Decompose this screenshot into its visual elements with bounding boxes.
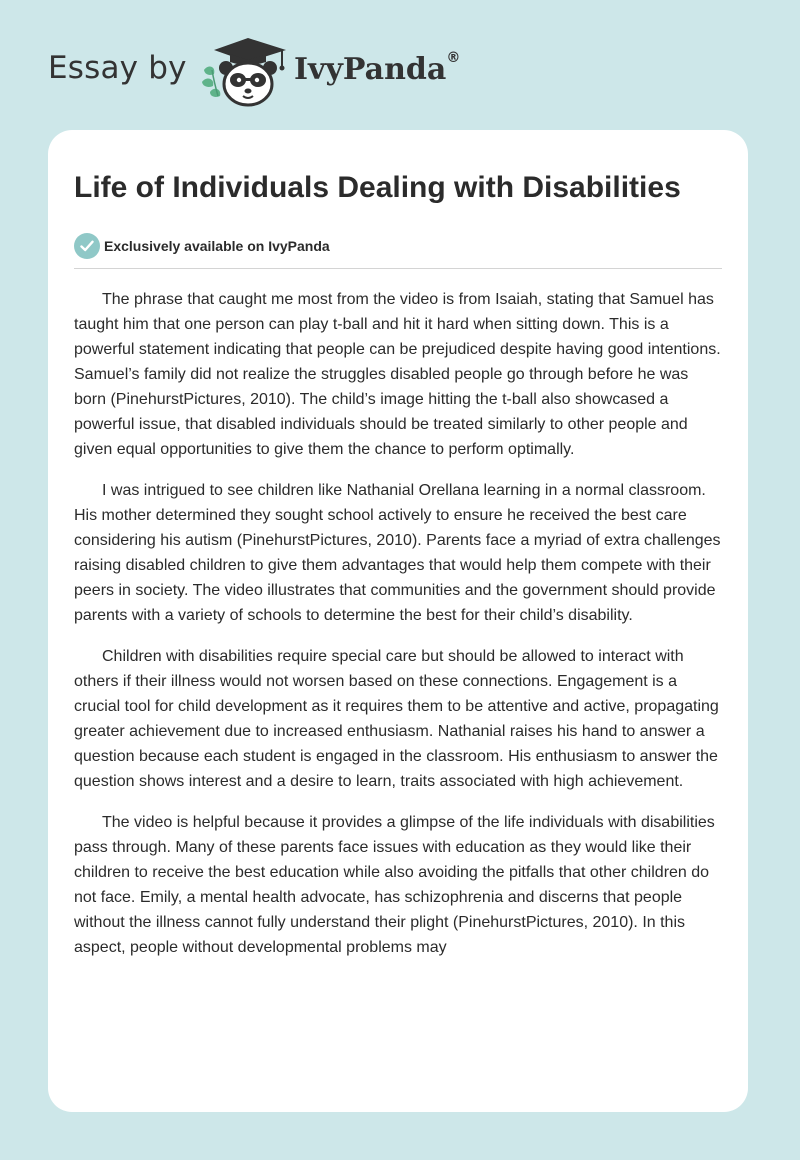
essay-card	[48, 130, 748, 1112]
essay-body	[74, 287, 722, 960]
essay-paragraph: Children with disabilities require special care but should be allowed to interact with others if their illness would not worsen based on these connections. Engagement is a crucial tool for child development as it requires them to be attentive and active, propagating greater achievement due to increased enthusiasm. Nathanial raises his hand to answer a question because each student is engaged in the classroom. His enthusiasm to answer the question shows interest and a desire to learn, traits associated with high achievement.	[74, 648, 719, 790]
essay-title: Life of Individuals Dealing with Disabilities	[74, 171, 681, 204]
check-icon	[74, 233, 100, 259]
essay-paragraph: The video is helpful because it provides a glimpse of the life individuals with disabilities pass through. Many of these parents face issues with education as they would like their children to receive the best education while also avoiding the pitfalls that other children do not face. Emily, a mental health advocate, has schizophrenia and discerns that people without the illness cannot fully understand their plight (PinehurstPictures, 2010). In this aspect, people without developmental problems may	[74, 814, 715, 956]
brand-name[interactable]: IvyPanda®	[294, 50, 461, 87]
registered-mark: ®	[446, 50, 461, 66]
essay-paragraph: The phrase that caught me most from the video is from Isaiah, stating that Samuel has taught him that one person can play t-ball and hit it hard when sitting down. This is a powerful statement indicating that people can be prejudiced despite having good intentions. Samuel’s family did not realize the struggles disabled people go through before he was born (PinehurstPictures, 2010). The child’s image hitting the t-ball also showcased a powerful issue, that disabled individuals should be treated similarly to other people and given equal opportunities to give them the chance to perform optimally.	[74, 291, 721, 458]
site-header	[0, 0, 800, 130]
exclusive-badge-label: Exclusively available on IvyPanda	[104, 238, 330, 254]
panda-graduate-logo-icon[interactable]	[200, 36, 292, 108]
essay-by-label: Essay by	[48, 50, 187, 86]
divider	[74, 268, 722, 269]
exclusive-badge	[74, 232, 722, 260]
essay-paragraph: I was intrigued to see children like Nathanial Orellana learning in a normal classroom. His mother determined they sought school actively to ensure he received the best care considering his autism (PinehurstPictures, 2010). Parents face a myriad of extra challenges raising disabled children to give them advantages that would help them compete with their peers in society. The video illustrates that communities and the government should provide parents with a variety of schools to determine the best for their child’s disability.	[74, 482, 721, 624]
